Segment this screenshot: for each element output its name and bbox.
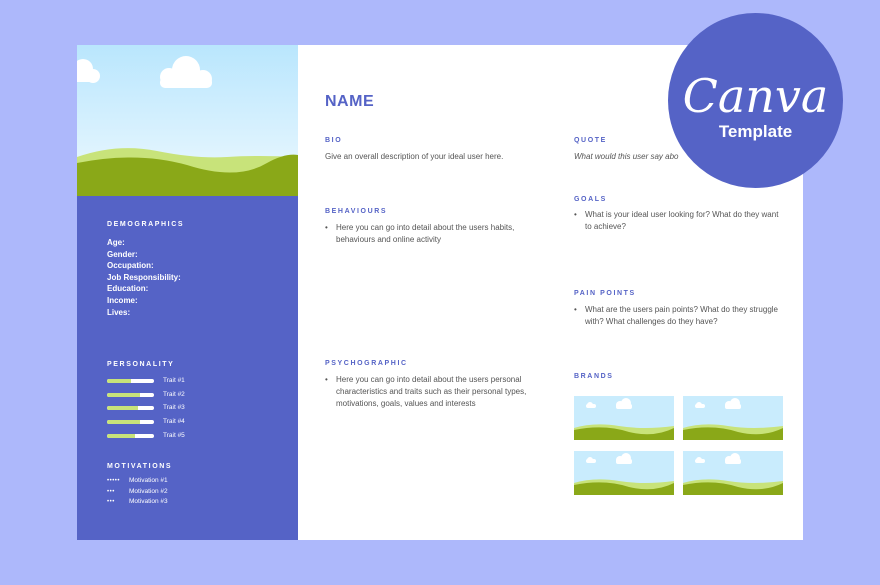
motivation-row xyxy=(107,487,227,497)
trait-row xyxy=(107,376,227,386)
motivation-dots: ••• xyxy=(107,499,115,505)
trait-label: Trait #4 xyxy=(163,418,185,425)
trait-label: Trait #2 xyxy=(163,391,185,398)
motivation-dots: ••• xyxy=(107,489,115,495)
demographic-gender: Gender: xyxy=(107,249,138,259)
canva-template-badge xyxy=(668,13,843,188)
trait-label: Trait #3 xyxy=(163,404,185,411)
pain-points-title: PAIN POINTS xyxy=(574,290,636,297)
psychographic-text: • Here you can go into detail about the users personal characteristics and traits such as their personal types, motivations, goals, values and interests xyxy=(325,374,548,410)
trait-label: Trait #5 xyxy=(163,432,185,439)
trait-bar xyxy=(107,406,154,410)
demographics-title: DEMOGRAPHICS xyxy=(107,221,185,228)
trait-row xyxy=(107,390,227,400)
trait-bar-fill xyxy=(107,434,135,438)
persona-name: NAME xyxy=(325,93,375,110)
trait-bar xyxy=(107,420,154,424)
demographic-job-responsibility: Job Responsibility: xyxy=(107,272,181,282)
demographic-lives: Lives: xyxy=(107,307,131,317)
motivation-row xyxy=(107,476,227,486)
template-label: Template xyxy=(718,122,793,141)
brand-image xyxy=(683,451,783,495)
demographic-occupation: Occupation: xyxy=(107,261,154,271)
motivation-label: Motivation #1 xyxy=(129,477,168,484)
motivation-label: Motivation #3 xyxy=(129,498,168,505)
pain-points-text: • What are the users pain points? What do they struggle with? What challenges do they have? xyxy=(574,304,785,328)
brands-title: BRANDS xyxy=(574,373,614,380)
trait-bar xyxy=(107,434,154,438)
behaviours-text: • Here you can go into detail about the users habits, behaviours and online activity xyxy=(325,222,548,246)
trait-bar-fill xyxy=(107,406,138,410)
canva-logo: Canva xyxy=(682,69,829,123)
landscape-image xyxy=(77,45,298,196)
behaviours-title: BEHAVIOURS xyxy=(325,208,388,215)
trait-row xyxy=(107,403,227,413)
trait-bar-fill xyxy=(107,393,140,397)
brand-image xyxy=(683,396,783,440)
trait-label: Trait #1 xyxy=(163,377,185,384)
motivation-label: Motivation #2 xyxy=(129,488,168,495)
bio-text: Give an overall description of your ideal user here. xyxy=(325,152,504,161)
left-panel xyxy=(77,45,298,540)
goals-text: • What is your ideal user looking for? What do they want to achieve? xyxy=(574,209,785,233)
demographics-list xyxy=(107,237,181,318)
motivations-title: MOTIVATIONS xyxy=(107,463,173,470)
trait-bar xyxy=(107,379,154,383)
goals-title: GOALS xyxy=(574,196,607,203)
brand-image xyxy=(574,451,674,495)
psychographic-title: PSYCHOGRAPHIC xyxy=(325,360,408,367)
demographic-income: Income: xyxy=(107,295,138,305)
demographic-age: Age: xyxy=(107,238,125,247)
personality-title: PERSONALITY xyxy=(107,361,175,368)
trait-row xyxy=(107,431,227,441)
trait-bar xyxy=(107,393,154,397)
motivation-row xyxy=(107,497,227,507)
trait-bar-fill xyxy=(107,420,140,424)
trait-bar-fill xyxy=(107,379,131,383)
quote-title: QUOTE xyxy=(574,137,607,144)
motivation-dots: ••••• xyxy=(107,478,121,484)
bio-title: BIO xyxy=(325,137,343,144)
brand-image xyxy=(574,396,674,440)
demographic-education: Education: xyxy=(107,284,149,294)
trait-row xyxy=(107,417,227,427)
quote-text: What would this user say abo xyxy=(574,152,679,161)
